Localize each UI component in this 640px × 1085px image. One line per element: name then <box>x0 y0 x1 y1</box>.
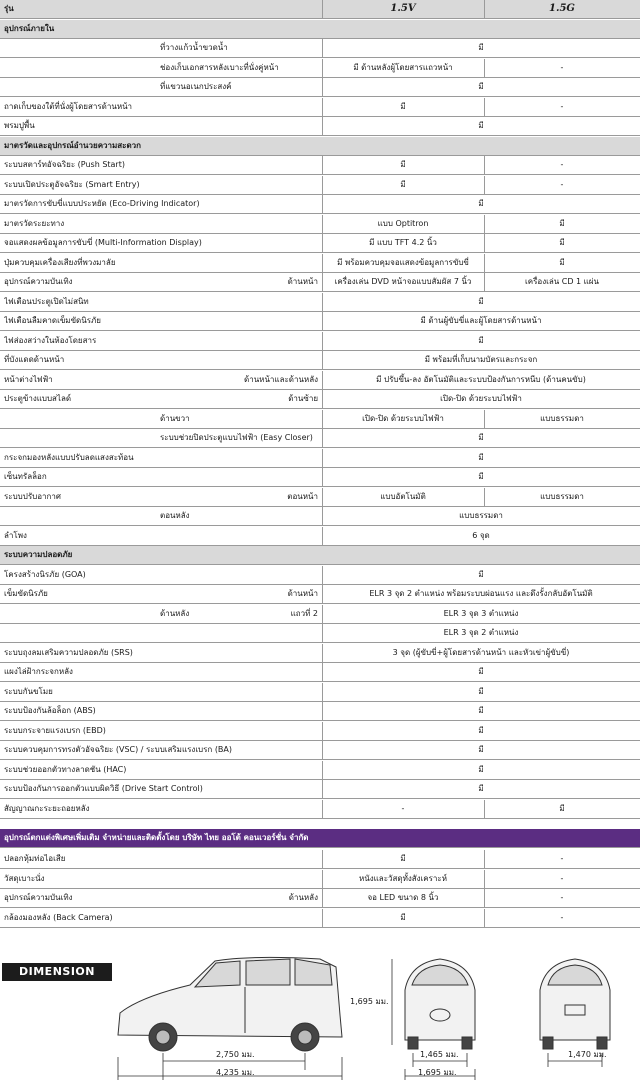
feature-label: ระบบกระจายแรงเบรก (EBD) <box>4 725 106 735</box>
feature-label: ถาดเก็บของใต้ที่นั่งผู้โดยสารด้านหน้า <box>4 101 133 111</box>
value-both: มี <box>478 335 484 345</box>
section-header <box>0 137 640 156</box>
table-header <box>0 0 640 19</box>
table-row <box>0 98 640 117</box>
table-row <box>0 702 640 721</box>
table-row <box>0 800 640 819</box>
car-rear-view-icon <box>540 959 610 1049</box>
accessory-title: อุปกรณ์ตกแต่งพิเศษเพิ่มเติม จำหน่ายและติดตั้งโดย บริษัท ไทย ออโต้ คอนเวอร์ชั่น จำกัด <box>4 833 309 842</box>
feature-sublabel: ที่วางแก้วน้ำขวดน้ำ <box>160 43 228 52</box>
value-both: มี <box>478 452 484 462</box>
table-row <box>0 488 640 507</box>
table-row <box>0 741 640 760</box>
col-1-5v-header: 1.5V <box>390 3 416 14</box>
table-row <box>0 585 640 604</box>
value-1-5v: มี ด้านหลังผู้โดยสารแถวหน้า <box>353 62 453 72</box>
table-row <box>0 78 640 97</box>
value-both: มี <box>478 764 484 774</box>
value-1-5v: มี พร้อมควบคุมจอแสดงข้อมูลการขับขี่ <box>337 257 469 267</box>
value-both: มี <box>478 82 484 91</box>
value-1-5v: มี <box>400 912 406 922</box>
accessory-table <box>0 829 640 937</box>
dimension-title: DIMENSION <box>2 963 112 981</box>
feature-label: ไฟเตือนลืมคาดเข็มขัดนิรภัย <box>4 316 101 325</box>
section-title: อุปกรณ์ภายใน <box>4 23 55 33</box>
value-1-5g: - <box>560 854 564 863</box>
feature-label: ระบบกันขโมย <box>4 686 53 696</box>
value-both: มี <box>478 199 484 208</box>
value-1-5g: มี <box>559 238 565 247</box>
feature-label: ไฟเตือนประตูเปิดไม่สนิท <box>4 296 89 306</box>
feature-label: แผงไล่ฝ้ากระจกหลัง <box>4 667 73 676</box>
length-label: 4,235 มม. <box>216 1068 255 1077</box>
value-both: มี <box>478 667 484 676</box>
value-both: มี <box>478 706 484 715</box>
value-1-5v: แบบอัตโนมัติ <box>380 491 426 501</box>
table-row <box>0 468 640 487</box>
table-row <box>0 273 640 292</box>
table-row <box>0 332 640 351</box>
value-1-5v: หนังและวัสดุทั้งสังเคราะห์ <box>359 873 447 883</box>
value-1-5v: มี <box>400 160 406 169</box>
feature-sublabel: ด้านหลัง <box>160 608 190 618</box>
table-row <box>0 889 640 908</box>
feature-label: ระบบช่วยออกตัวทางลาดชัน (HAC) <box>4 764 127 774</box>
value-1-5g: แบบธรรมดา <box>540 491 584 501</box>
table-row <box>0 371 640 390</box>
table-row <box>0 410 640 429</box>
value-1-5v: มี แบบ TFT 4.2 นิ้ว <box>369 238 437 247</box>
table-row <box>0 390 640 409</box>
value-1-5g: เครื่องเล่น CD 1 แผ่น <box>525 277 599 286</box>
value-1-5g: แบบธรรมดา <box>540 413 584 423</box>
feature-label: ปุ่มควบคุมเครื่องเสียงที่พวงมาลัย <box>4 257 116 267</box>
front-tread-label: 1,465 มม. <box>420 1050 459 1059</box>
feature-label: เซ็นทรัลล็อก <box>4 472 47 481</box>
table-row <box>0 293 640 312</box>
value-both: แบบธรรมดา <box>459 511 503 520</box>
table-row <box>0 850 640 869</box>
section-header <box>0 20 640 39</box>
feature-sublabel: ที่แขวนอเนกประสงค์ <box>160 82 232 91</box>
value-both: 6 จุด <box>472 530 490 540</box>
feature-label: ที่บังแดดด้านหน้า <box>4 355 65 364</box>
feature-label: ระบบเปิดประตูอัจฉริยะ (Smart Entry) <box>4 179 140 189</box>
table-row <box>0 156 640 175</box>
feature-sublabel: ด้านขวา <box>160 413 190 423</box>
value-both: มี <box>478 121 484 130</box>
feature-label: มาตรวัดการขับขี่แบบประหยัด (Eco-Driving Indicator) <box>4 199 200 208</box>
table-row <box>0 312 640 331</box>
feature-label: โครงสร้างนิรภัย (GOA) <box>4 569 86 579</box>
value-1-5v: เครื่องเล่น DVD หน้าจอแบบสัมผัส 7 นิ้ว <box>334 277 472 286</box>
value-both: มี <box>478 745 484 754</box>
value-both: 3 จุด (ผู้ขับขี่+ผู้โดยสารด้านหน้า และหัวเข่าผู้ขับขี่) <box>392 647 570 657</box>
value-both: เปิด-ปิด ด้วยระบบไฟฟ้า <box>440 394 522 403</box>
value-both: มี ปรับขึ้น-ลง อัตโนมัติและระบบป้องกันการหนีบ (ด้านคนขับ) <box>376 374 586 384</box>
car-side-view-icon <box>118 957 342 1051</box>
table-row <box>0 761 640 780</box>
table-row <box>0 117 640 136</box>
table-row <box>0 644 640 663</box>
value-both: มี <box>478 296 484 306</box>
table-row <box>0 351 640 370</box>
car-front-view-icon <box>405 959 475 1049</box>
value-both: ELR 3 จุด 2 ตำแหน่ง พร้อมระบบผ่อนแรง และดึงรั้งกลับอัตโนมัติ <box>369 589 593 598</box>
value-1-5v: จอ LED ขนาด 8 นิ้ว <box>367 893 439 902</box>
feature-label: อุปกรณ์ความบันเทิง <box>4 277 73 286</box>
table-row <box>0 507 640 526</box>
feature-sublabel: ด้านหน้า <box>287 277 318 286</box>
value-both: มี <box>478 569 484 579</box>
table-row <box>0 527 640 546</box>
value-1-5g: มี <box>559 218 565 228</box>
feature-label: สัญญาณกะระยะถอยหลัง <box>4 803 90 813</box>
feature-label: อุปกรณ์ความบันเทิง <box>4 893 73 902</box>
feature-label: พรมปูพื้น <box>4 121 35 130</box>
feature-label: ไฟส่องสว่างในห้องโดยสาร <box>4 335 97 345</box>
feature-sublabel-2: แถวที่ 2 <box>290 608 318 618</box>
table-row <box>0 449 640 468</box>
value-both: มี <box>478 725 484 735</box>
feature-label: ระบบถุงลมเสริมความปลอดภัย (SRS) <box>4 647 133 657</box>
value-both: มี <box>478 784 484 793</box>
feature-sublabel: ด้านหน้าและด้านหลัง <box>244 374 318 384</box>
value-1-5g: - <box>560 893 564 902</box>
model-header: รุ่น <box>4 4 14 13</box>
table-row <box>0 254 640 273</box>
table-row <box>0 234 640 253</box>
value-1-5g: - <box>560 912 564 922</box>
feature-label: มาตรวัดระยะทาง <box>4 218 65 228</box>
value-both: มี <box>478 43 484 52</box>
width-label: 1,695 มม. <box>418 1068 457 1077</box>
feature-sublabel: ระบบช่วยปิดประตูแบบไฟฟ้า (Easy Closer) <box>160 433 313 442</box>
table-row <box>0 429 640 448</box>
rear-tread-label: 1,470 มม. <box>568 1050 607 1059</box>
value-both: ELR 3 จุด 3 ตำแหน่ง <box>443 608 519 618</box>
value-1-5g: - <box>560 101 564 111</box>
feature-label: ระบบป้องกันล้อล็อก (ABS) <box>4 706 96 715</box>
wheelbase-label: 2,750 มม. <box>216 1050 255 1059</box>
feature-label: ลำโพง <box>4 530 27 540</box>
feature-label: กระจกมองหลังแบบปรับลดแสงสะท้อน <box>4 452 134 462</box>
value-both: มี <box>478 472 484 481</box>
feature-label: ระบบควบคุมการทรงตัวอัจฉริยะ (VSC) / ระบบเสริมแรงเบรก (BA) <box>4 745 233 754</box>
feature-label: ปลอกหุ้มท่อไอเสีย <box>4 854 66 863</box>
value-1-5v: มี <box>400 101 406 111</box>
value-1-5v: มี <box>400 179 406 189</box>
value-1-5v: - <box>401 803 405 813</box>
value-both: มี <box>478 433 484 442</box>
value-both: มี <box>478 686 484 696</box>
value-both: มี ด้านผู้ขับขี่และผู้โดยสารด้านหน้า <box>420 316 542 325</box>
value-1-5v: เปิด-ปิด ด้วยระบบไฟฟ้า <box>362 413 444 423</box>
value-1-5g: - <box>560 873 564 883</box>
value-both: มี พร้อมที่เก็บนามบัตรและกระจก <box>424 355 538 364</box>
value-both: ELR 3 จุด 2 ตำแหน่ง <box>443 628 519 637</box>
table-row <box>0 909 640 928</box>
feature-sublabel: ด้านหน้า <box>287 589 318 598</box>
height-label: 1,695 มม. <box>350 997 389 1006</box>
feature-sublabel: ช่องเก็บเอกสารหลังเบาะที่นั่งคู่หน้า <box>160 62 279 72</box>
table-row <box>0 605 640 624</box>
table-row <box>0 663 640 682</box>
dimension-section <box>0 945 640 1085</box>
table-row <box>0 215 640 234</box>
value-1-5g: - <box>560 160 564 169</box>
value-1-5g: - <box>560 62 564 72</box>
feature-label: วัสดุเบาะนั่ง <box>4 873 45 883</box>
value-1-5v: แบบ Optitron <box>377 218 429 228</box>
table-row <box>0 624 640 643</box>
feature-label: ระบบป้องกันการออกตัวแบบผิดวิธี (Drive Start Control) <box>4 784 203 793</box>
value-1-5g: มี <box>559 803 565 813</box>
table-row <box>0 722 640 741</box>
section-title: ระบบความปลอดภัย <box>4 550 73 559</box>
feature-sublabel: ด้านซ้าย <box>288 394 318 403</box>
feature-sublabel: ตอนหลัง <box>160 511 190 520</box>
car-drawings <box>0 945 640 1085</box>
table-row <box>0 176 640 195</box>
feature-label: หน้าต่างไฟฟ้า <box>4 374 53 384</box>
table-row <box>0 566 640 585</box>
feature-label: กล้องมองหลัง (Back Camera) <box>4 912 113 922</box>
value-1-5v: มี <box>400 854 406 863</box>
feature-label: จอแสดงผลข้อมูลการขับขี่ (Multi-Information Display) <box>4 238 202 247</box>
accessory-header <box>0 829 640 848</box>
section-header <box>0 546 640 565</box>
value-1-5g: มี <box>559 257 565 267</box>
feature-label: เข็มขัดนิรภัย <box>4 589 48 598</box>
table-row <box>0 195 640 214</box>
section-title: มาตรวัดและอุปกรณ์อำนวยความสะดวก <box>4 140 142 150</box>
table-row <box>0 39 640 58</box>
feature-sublabel: ตอนหน้า <box>287 491 318 501</box>
table-row <box>0 683 640 702</box>
col-1-5g-header: 1.5G <box>549 3 575 14</box>
table-row <box>0 870 640 889</box>
feature-label: ประตูข้างแบบสไลด์ <box>4 394 72 403</box>
feature-label: ระบบสตาร์ทอัจฉริยะ (Push Start) <box>4 160 125 169</box>
table-row <box>0 59 640 78</box>
table-row <box>0 780 640 799</box>
value-1-5g: - <box>560 179 564 189</box>
feature-sublabel: ด้านหลัง <box>288 893 318 902</box>
feature-label: ระบบปรับอากาศ <box>4 491 61 501</box>
